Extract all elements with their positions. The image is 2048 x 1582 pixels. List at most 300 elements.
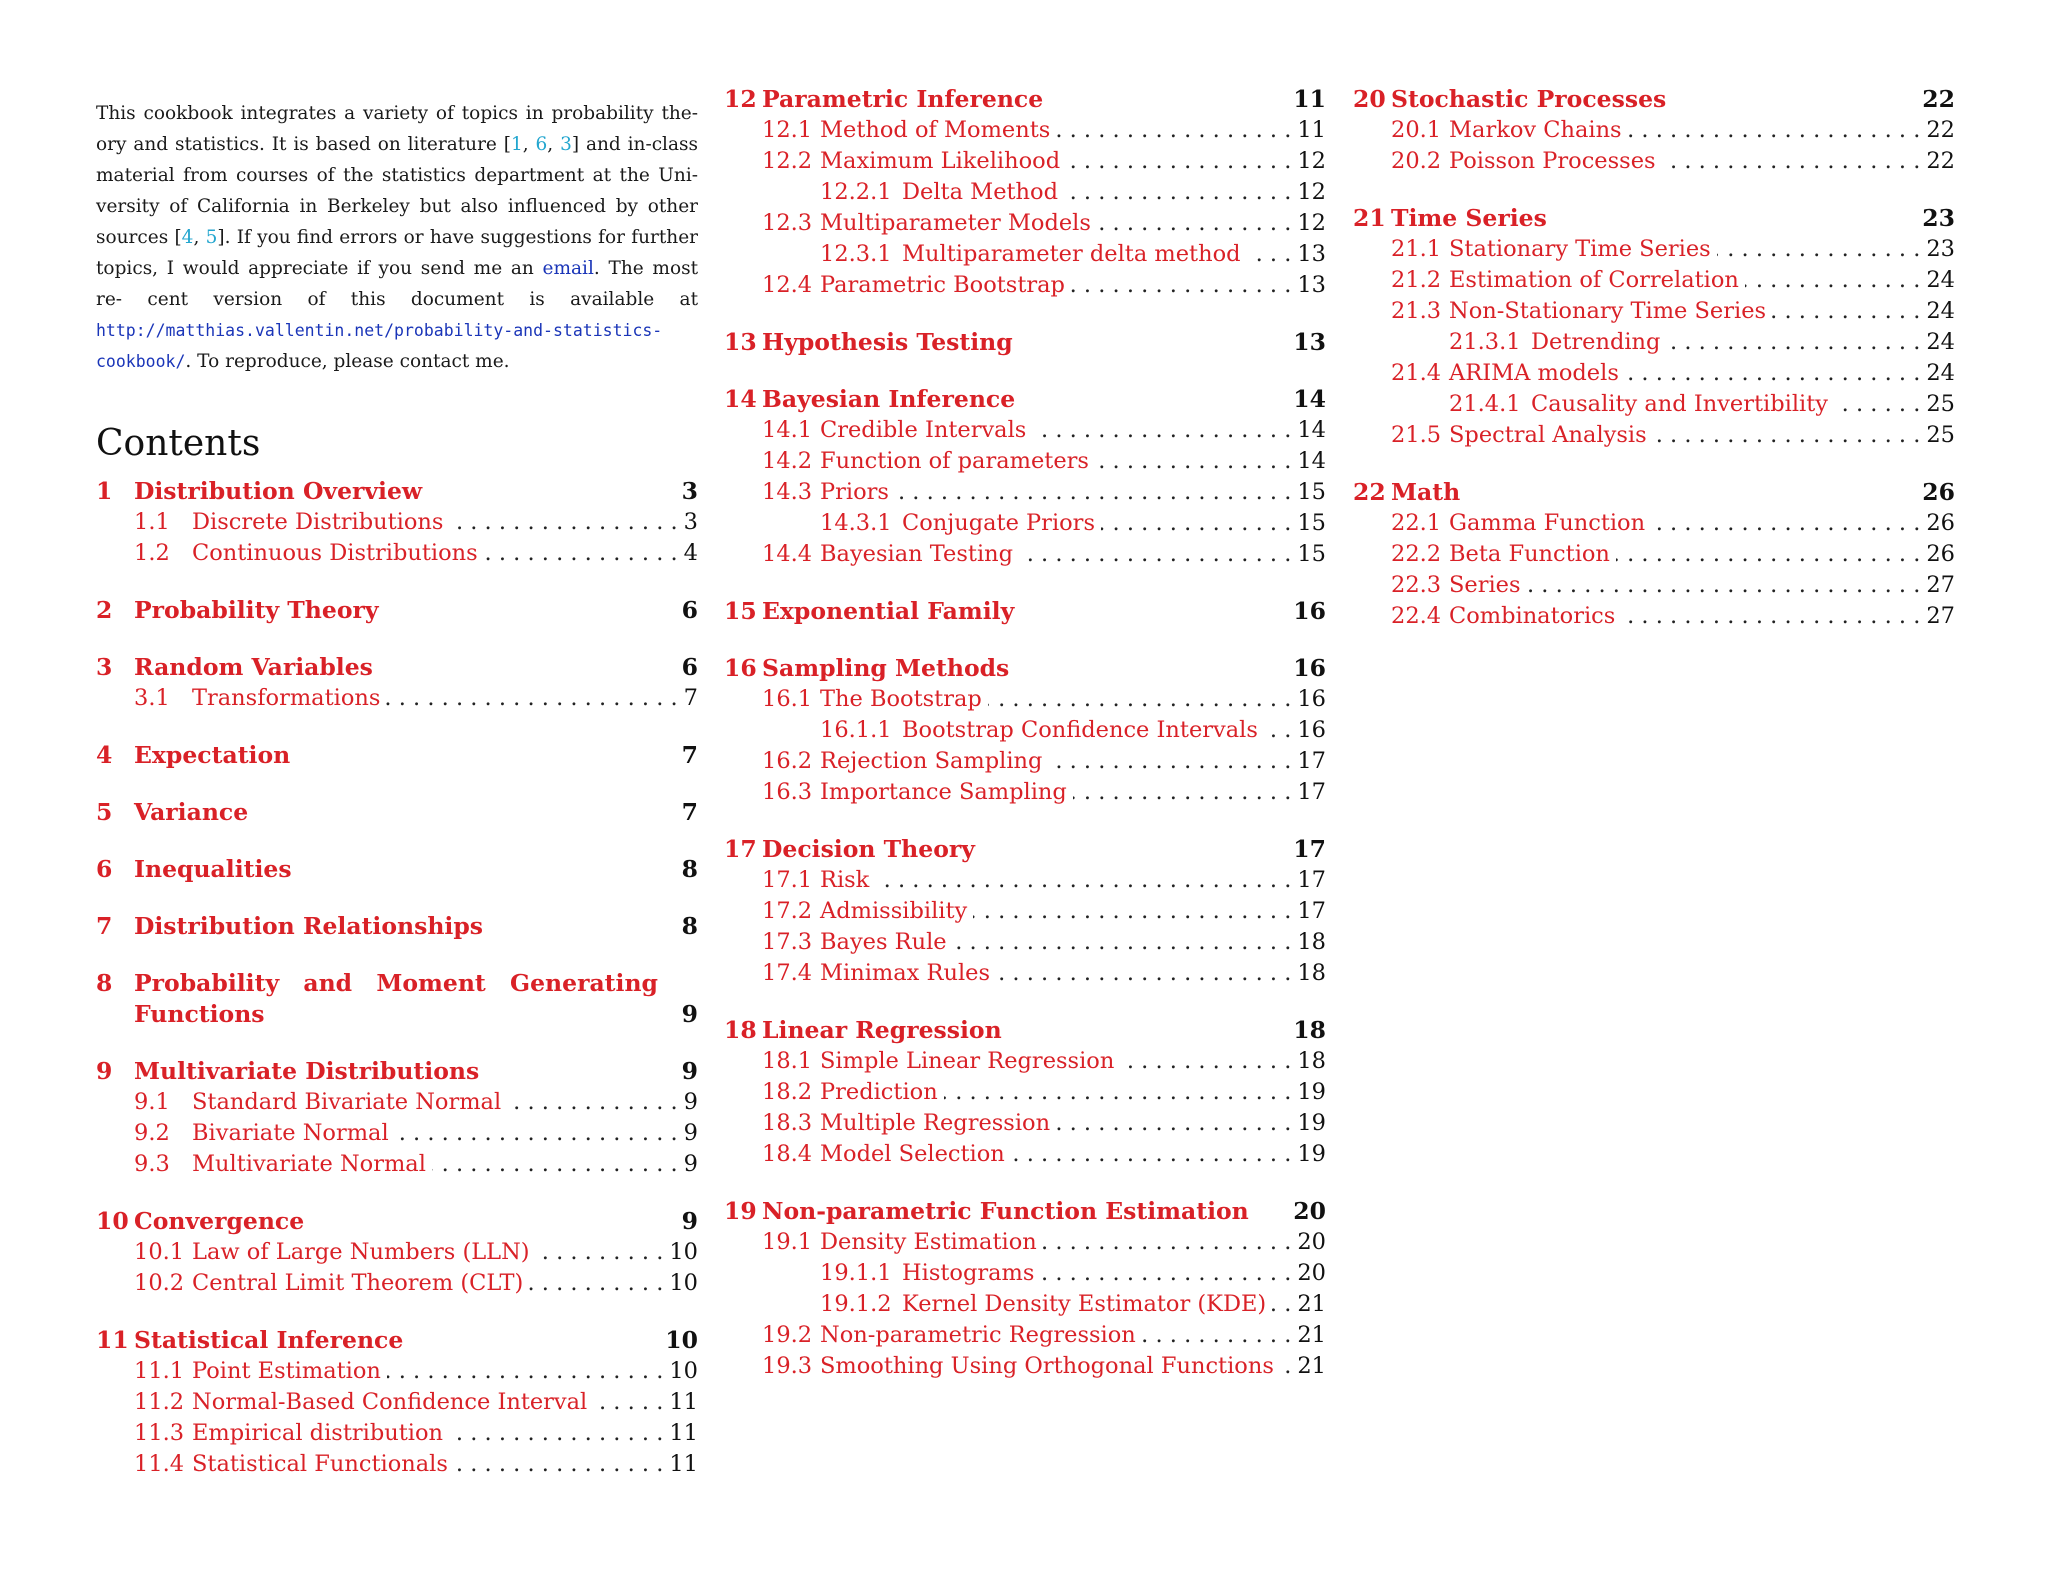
- toc-page-number[interactable]: 9: [681, 1207, 698, 1235]
- toc-section-entry[interactable]: [96, 911, 698, 942]
- toc-section-entry[interactable]: [96, 1206, 698, 1237]
- toc-entry-label[interactable]: Density Estimation: [820, 1229, 1037, 1255]
- citation-link[interactable]: 6: [535, 134, 548, 155]
- toc-entry-number: 12.3: [762, 210, 813, 236]
- toc-section-entry[interactable]: [1353, 203, 1955, 234]
- email-link[interactable]: email: [542, 258, 594, 279]
- toc-entry-label[interactable]: Estimation of Correlation: [1449, 267, 1739, 293]
- toc-subsection-entry[interactable]: [762, 1046, 1326, 1077]
- toc-page-number[interactable]: 15: [1297, 479, 1326, 505]
- toc-entry-label[interactable]: Kernel Density Estimator (KDE): [902, 1291, 1267, 1317]
- toc-section-entry[interactable]: [724, 384, 1326, 415]
- toc-section-entry[interactable]: [96, 476, 698, 507]
- toc-subsection-entry[interactable]: [762, 896, 1326, 927]
- toc-subsection-entry[interactable]: [1391, 420, 1955, 451]
- toc-entry-number: 14.2: [762, 448, 813, 474]
- toc-entry-label[interactable]: Markov Chains: [1449, 117, 1622, 143]
- toc-entry-label[interactable]: Prediction: [820, 1079, 938, 1105]
- toc-page-number[interactable]: 16: [1293, 597, 1326, 625]
- toc-leader-dots: [973, 896, 1291, 927]
- toc-page-number[interactable]: 22: [1922, 85, 1955, 113]
- toc-entry-label[interactable]: Random Variables: [134, 653, 373, 681]
- toc-page-number[interactable]: 9: [683, 1120, 698, 1146]
- toc-page-number[interactable]: 6: [681, 596, 698, 624]
- toc-entry-label[interactable]: Statistical Functionals: [192, 1451, 448, 1477]
- toc-leader-dots: [1527, 570, 1921, 601]
- toc-entry-label[interactable]: Detrending: [1531, 329, 1661, 355]
- toc-leader-dots: [1717, 234, 1921, 265]
- toc-entry-label[interactable]: Simple Linear Regression: [820, 1048, 1115, 1074]
- toc-leader-dots: [387, 1356, 663, 1387]
- toc-page-number[interactable]: 20: [1297, 1260, 1326, 1286]
- toc-entry-number: 14.3: [762, 479, 813, 505]
- toc-entry-label[interactable]: Time Series: [1391, 204, 1547, 232]
- toc-leader-dots: [484, 538, 678, 569]
- toc-entry-label[interactable]: Importance Sampling: [820, 779, 1067, 805]
- toc-entry-label[interactable]: Parametric Bootstrap: [820, 272, 1065, 298]
- toc-entry-label[interactable]: Bayesian Inference: [762, 385, 1016, 413]
- toc-page-number[interactable]: 11: [669, 1451, 698, 1477]
- toc-entry-label[interactable]: Discrete Distributions: [192, 509, 444, 535]
- toc-subsection-entry[interactable]: [762, 446, 1326, 477]
- toc-entry-number: 16.1.1: [820, 717, 892, 743]
- toc-subsubsection-entry[interactable]: [820, 1258, 1326, 1289]
- toc-entry-label[interactable]: Parametric Inference: [762, 85, 1044, 113]
- toc-page-number[interactable]: 17: [1297, 867, 1326, 893]
- toc-leader-dots: [454, 1449, 663, 1480]
- toc-subsection-entry[interactable]: [762, 1320, 1326, 1351]
- toc-entry-number: 16.1: [762, 686, 813, 712]
- toc-entry-label[interactable]: Multiparameter Models: [820, 210, 1091, 236]
- toc-entry-label[interactable]: Non-Stationary Time Series: [1449, 298, 1767, 324]
- toc-entry-label[interactable]: Law of Large Numbers (LLN): [192, 1239, 530, 1265]
- toc-page-number[interactable]: 15: [1297, 541, 1326, 567]
- toc-page-number[interactable]: 22: [1926, 117, 1955, 143]
- toc-page-number[interactable]: 27: [1926, 572, 1955, 598]
- toc-page-number[interactable]: 17: [1297, 748, 1326, 774]
- intro-text: versity of California in Berkeley but also influenced by other: [96, 196, 698, 217]
- toc-entry-number: 11.2: [134, 1389, 185, 1415]
- toc-entry-label[interactable]: Model Selection: [820, 1141, 1005, 1167]
- toc-page-number[interactable]: 19: [1297, 1141, 1326, 1167]
- toc-subsection-entry[interactable]: [762, 1077, 1326, 1108]
- toc-page-number[interactable]: 24: [1926, 360, 1955, 386]
- toc-leader-dots: [1264, 715, 1291, 746]
- toc-section-entry[interactable]: [96, 1056, 698, 1087]
- toc-subsection-entry[interactable]: [1391, 539, 1955, 570]
- toc-entry-label[interactable]: Normal-Based Confidence Interval: [192, 1389, 588, 1415]
- toc-subsection-entry[interactable]: [134, 1149, 698, 1180]
- toc-page-number[interactable]: 26: [1926, 510, 1955, 536]
- toc-subsection-entry[interactable]: [1391, 508, 1955, 539]
- toc-leader-dots: [1616, 539, 1920, 570]
- toc-entry-word[interactable]: Probability: [134, 969, 280, 997]
- toc-entry-label[interactable]: Gamma Function: [1449, 510, 1646, 536]
- toc-entry-label[interactable]: Admissibility: [820, 898, 968, 924]
- toc-page-number[interactable]: 20: [1293, 1197, 1326, 1225]
- toc-entry-number: 10: [96, 1207, 129, 1235]
- toc-subsection-entry[interactable]: [762, 777, 1326, 808]
- toc-section-entry[interactable]: [96, 595, 698, 626]
- toc-entry-label[interactable]: Sampling Methods: [762, 654, 1010, 682]
- toc-entry-label[interactable]: Poisson Processes: [1449, 148, 1656, 174]
- toc-entry-number: 4: [96, 741, 113, 769]
- toc-leader-dots: [1628, 115, 1921, 146]
- toc-subsection-entry[interactable]: [1391, 570, 1955, 601]
- toc-subsection-entry[interactable]: [134, 507, 698, 538]
- toc-page-number[interactable]: 23: [1926, 236, 1955, 262]
- toc-subsection-entry[interactable]: [762, 270, 1326, 301]
- toc-entry-number: 7: [96, 912, 113, 940]
- toc-page-number[interactable]: 19: [1297, 1110, 1326, 1136]
- toc-page-number[interactable]: 11: [669, 1420, 698, 1446]
- toc-entry-label[interactable]: Point Estimation: [192, 1358, 381, 1384]
- toc-page-number[interactable]: 23: [1922, 204, 1955, 232]
- toc-entry-number: 22.1: [1391, 510, 1442, 536]
- toc-entry-number: 20: [1353, 85, 1386, 113]
- toc-entry-number: 21: [1353, 204, 1386, 232]
- toc-page-number[interactable]: 8: [681, 855, 698, 883]
- toc-section-entry[interactable]: [724, 84, 1326, 115]
- toc-subsection-entry[interactable]: [762, 415, 1326, 446]
- toc-page-number[interactable]: 12: [1297, 148, 1326, 174]
- toc-page-number[interactable]: 16: [1297, 686, 1326, 712]
- toc-page-number[interactable]: 13: [1297, 272, 1326, 298]
- toc-entry-label[interactable]: Function of parameters: [820, 448, 1089, 474]
- toc-entry-label[interactable]: Priors: [820, 479, 889, 505]
- toc-entry-number: 11.3: [134, 1420, 185, 1446]
- toc-section-entry[interactable]: [724, 596, 1326, 627]
- toc-page-number[interactable]: 9: [683, 1089, 698, 1115]
- toc-subsection-entry[interactable]: [134, 1118, 698, 1149]
- toc-subsubsection-entry[interactable]: [820, 239, 1326, 270]
- toc-entry-number: 22.4: [1391, 603, 1442, 629]
- toc-subsection-entry[interactable]: [762, 927, 1326, 958]
- toc-entry-label[interactable]: Standard Bivariate Normal: [192, 1089, 502, 1115]
- toc-subsection-entry[interactable]: [1391, 601, 1955, 632]
- citation-link[interactable]: 1: [510, 134, 523, 155]
- toc-entry-word[interactable]: Generating: [510, 969, 658, 997]
- toc-entry-label[interactable]: Central Limit Theorem (CLT): [192, 1270, 524, 1296]
- toc-leader-dots: [1043, 1227, 1292, 1258]
- toc-page-number[interactable]: 3: [681, 477, 698, 505]
- toc-page-number[interactable]: 24: [1926, 298, 1955, 324]
- toc-page-number[interactable]: 4: [683, 540, 698, 566]
- toc-page-number[interactable]: 10: [669, 1270, 698, 1296]
- toc-leader-dots: [1032, 415, 1291, 446]
- toc-page-number[interactable]: 9: [681, 1000, 698, 1028]
- toc-subsection-entry[interactable]: [762, 1227, 1326, 1258]
- toc-entry-label[interactable]: Risk: [820, 867, 870, 893]
- toc-page-number[interactable]: 17: [1297, 779, 1326, 805]
- toc-column-2: [724, 84, 1326, 1382]
- toc-entry-label[interactable]: Distribution Overview: [134, 477, 423, 505]
- toc-subsection-entry[interactable]: [134, 1356, 698, 1387]
- toc-entry-label-continued[interactable]: Functions: [134, 1000, 265, 1028]
- toc-entry-label[interactable]: Maximum Likelihood: [820, 148, 1061, 174]
- toc-entry-number: 3: [96, 653, 113, 681]
- toc-entry-label[interactable]: Hypothesis Testing: [762, 328, 1013, 356]
- toc-entry-label[interactable]: Continuous Distributions: [192, 540, 478, 566]
- toc-page-number[interactable]: 26: [1926, 541, 1955, 567]
- toc-page-number[interactable]: 7: [681, 798, 698, 826]
- toc-subsection-entry[interactable]: [762, 746, 1326, 777]
- toc-entry-label[interactable]: Bayes Rule: [820, 929, 947, 955]
- toc-subsection-entry[interactable]: [1391, 146, 1955, 177]
- toc-subsection-entry[interactable]: [134, 538, 698, 569]
- toc-entry-number: 21.4: [1391, 360, 1442, 386]
- toc-entry-label[interactable]: Beta Function: [1449, 541, 1610, 567]
- url-part[interactable]: http://matthias.: [96, 321, 255, 340]
- toc-entry-label[interactable]: Series: [1449, 572, 1521, 598]
- toc-entry-number: 18.2: [762, 1079, 813, 1105]
- toc-entry-label[interactable]: Conjugate Priors: [902, 510, 1095, 536]
- toc-section-entry[interactable]: [1353, 84, 1955, 115]
- toc-leader-dots: [432, 1149, 678, 1180]
- toc-entry-number: 10.1: [134, 1239, 185, 1265]
- toc-entry-label[interactable]: Probability Theory: [134, 596, 379, 624]
- toc-page-number[interactable]: 7: [683, 685, 698, 711]
- toc-page-number[interactable]: 22: [1926, 148, 1955, 174]
- toc-entry-label[interactable]: Non-parametric Regression: [820, 1322, 1136, 1348]
- toc-page-number[interactable]: 20: [1297, 1229, 1326, 1255]
- toc-page-number[interactable]: 8: [681, 912, 698, 940]
- toc-entry-label[interactable]: Decision Theory: [762, 835, 975, 863]
- toc-page-number[interactable]: 11: [1297, 117, 1326, 143]
- url-part[interactable]: vallentin.net/probability-and-statistics-cookbook/: [96, 321, 663, 371]
- toc-leader-dots: [1048, 746, 1291, 777]
- toc-section-entry[interactable]: [96, 968, 698, 1030]
- toc-entry-number: 10.2: [134, 1270, 185, 1296]
- toc-page-number[interactable]: 9: [683, 1151, 698, 1177]
- toc-entry-number: 22: [1353, 478, 1386, 506]
- toc-leader-dots: [1019, 539, 1291, 570]
- toc-entry-label[interactable]: Convergence: [134, 1207, 305, 1235]
- toc-page-number[interactable]: 7: [681, 741, 698, 769]
- citation-link[interactable]: 5: [205, 227, 218, 248]
- toc-entry-number: 18.3: [762, 1110, 813, 1136]
- toc-subsubsection-entry[interactable]: [820, 177, 1326, 208]
- toc-leader-dots: [1095, 446, 1291, 477]
- citation-link[interactable]: 4: [181, 227, 194, 248]
- toc-page-number[interactable]: 10: [665, 1326, 698, 1354]
- toc-section-entry[interactable]: [724, 1015, 1326, 1046]
- toc-page-number[interactable]: 25: [1926, 422, 1955, 448]
- toc-page-number[interactable]: 21: [1297, 1322, 1326, 1348]
- toc-leader-dots: [593, 1387, 663, 1418]
- toc-entry-label[interactable]: Math: [1391, 478, 1461, 506]
- toc-section-entry[interactable]: [724, 327, 1326, 358]
- toc-subsection-entry[interactable]: [762, 684, 1326, 715]
- toc-entry-label[interactable]: Bayesian Testing: [820, 541, 1014, 567]
- toc-page-number[interactable]: 11: [1293, 85, 1326, 113]
- toc-subsubsection-entry[interactable]: [1449, 327, 1955, 358]
- toc-section-entry[interactable]: [724, 834, 1326, 865]
- toc-leader-dots: [1064, 177, 1291, 208]
- toc-page-number[interactable]: 27: [1926, 603, 1955, 629]
- toc-subsection-entry[interactable]: [762, 1108, 1326, 1139]
- toc-entry-label[interactable]: Rejection Sampling: [820, 748, 1043, 774]
- toc-entry-label[interactable]: Credible Intervals: [820, 417, 1027, 443]
- toc-entry-label[interactable]: Multivariate Normal: [192, 1151, 426, 1177]
- toc-subsection-entry[interactable]: [762, 1139, 1326, 1170]
- toc-section-entry[interactable]: [96, 740, 698, 771]
- toc-leader-dots: [988, 684, 1292, 715]
- toc-entry-label[interactable]: Distribution Relationships: [134, 912, 484, 940]
- toc-page-number[interactable]: 19: [1297, 1079, 1326, 1105]
- toc-leader-dots: [953, 927, 1292, 958]
- toc-page-number[interactable]: 14: [1293, 385, 1326, 413]
- toc-subsection-entry[interactable]: [762, 477, 1326, 508]
- toc-page-number[interactable]: 13: [1293, 328, 1326, 356]
- toc-entry-label[interactable]: Variance: [134, 798, 249, 826]
- toc-entry-number: 8: [96, 969, 113, 997]
- toc-page-number[interactable]: 18: [1297, 960, 1326, 986]
- toc-page-number[interactable]: 25: [1926, 391, 1955, 417]
- toc-page-number[interactable]: 18: [1297, 929, 1326, 955]
- toc-entry-label[interactable]: Multiparameter delta method: [902, 241, 1241, 267]
- toc-section-entry[interactable]: [724, 653, 1326, 684]
- toc-entry-label[interactable]: Statistical Inference: [134, 1326, 404, 1354]
- toc-page-number[interactable]: 3: [683, 509, 698, 535]
- toc-page-number[interactable]: 14: [1297, 417, 1326, 443]
- toc-subsection-entry[interactable]: [762, 958, 1326, 989]
- toc-page-number[interactable]: 21: [1297, 1291, 1326, 1317]
- toc-page-number[interactable]: 26: [1922, 478, 1955, 506]
- toc-leader-dots: [449, 507, 677, 538]
- intro-text: cent version of this document is available at: [147, 289, 698, 310]
- toc-subsection-entry[interactable]: [762, 865, 1326, 896]
- toc-entry-label[interactable]: Delta Method: [902, 179, 1058, 205]
- toc-entry-number: 16: [724, 654, 757, 682]
- toc-entry-label[interactable]: Multivariate Distributions: [134, 1057, 480, 1085]
- toc-entry-label[interactable]: Spectral Analysis: [1449, 422, 1647, 448]
- toc-subsection-entry[interactable]: [762, 539, 1326, 570]
- toc-page-number[interactable]: 17: [1293, 835, 1326, 863]
- toc-entry-label[interactable]: Empirical distribution: [192, 1420, 443, 1446]
- intro-text: ]. If you find errors or have suggestions for further: [217, 227, 698, 248]
- toc-entry-word[interactable]: and: [303, 969, 353, 997]
- toc-entry-number: 19: [724, 1197, 757, 1225]
- toc-entry-number: 12: [724, 85, 757, 113]
- toc-subsection-entry[interactable]: [1391, 296, 1955, 327]
- toc-entry-label[interactable]: Transformations: [192, 685, 381, 711]
- toc-entry-number: 16.2: [762, 748, 813, 774]
- toc-subsubsection-entry[interactable]: [1449, 389, 1955, 420]
- toc-entry-label[interactable]: Stationary Time Series: [1449, 236, 1711, 262]
- toc-page-number[interactable]: 14: [1297, 448, 1326, 474]
- toc-subsection-entry[interactable]: [762, 146, 1326, 177]
- toc-page-number[interactable]: 16: [1297, 717, 1326, 743]
- toc-subsubsection-entry[interactable]: [820, 1289, 1326, 1320]
- toc-entry-label[interactable]: Linear Regression: [762, 1016, 1002, 1044]
- toc-subsection-entry[interactable]: [134, 1418, 698, 1449]
- toc-leader-dots: [875, 865, 1291, 896]
- toc-entry-label[interactable]: Minimax Rules: [820, 960, 991, 986]
- toc-entry-label[interactable]: Multiple Regression: [820, 1110, 1051, 1136]
- toc-leader-dots: [944, 1077, 1292, 1108]
- toc-entry-number: 12.2: [762, 148, 813, 174]
- toc-section-entry[interactable]: [1353, 477, 1955, 508]
- toc-page-number[interactable]: 16: [1293, 654, 1326, 682]
- toc-page-number[interactable]: 12: [1297, 210, 1326, 236]
- toc-subsection-entry[interactable]: [762, 1351, 1326, 1382]
- toc-page-number[interactable]: 9: [681, 1057, 698, 1085]
- toc-entry-label[interactable]: Stochastic Processes: [1391, 85, 1667, 113]
- toc-entry-label[interactable]: Combinatorics: [1449, 603, 1616, 629]
- toc-subsubsection-entry[interactable]: [820, 508, 1326, 539]
- toc-subsection-entry[interactable]: [134, 1237, 698, 1268]
- toc-subsection-entry[interactable]: [762, 208, 1326, 239]
- toc-page-number[interactable]: 18: [1297, 1048, 1326, 1074]
- toc-entry-label[interactable]: [134, 968, 658, 999]
- toc-subsection-entry[interactable]: [1391, 265, 1955, 296]
- toc-page-number[interactable]: 6: [681, 653, 698, 681]
- toc-page-number[interactable]: 13: [1297, 241, 1326, 267]
- toc-entry-label[interactable]: Bivariate Normal: [192, 1120, 389, 1146]
- toc-entry-label[interactable]: Expectation: [134, 741, 291, 769]
- toc-entry-number: 20.2: [1391, 148, 1442, 174]
- toc-page-number[interactable]: 21: [1297, 1353, 1326, 1379]
- toc-subsection-entry[interactable]: [1391, 234, 1955, 265]
- toc-subsection-entry[interactable]: [1391, 115, 1955, 146]
- toc-entry-number: 11: [96, 1326, 129, 1354]
- toc-leader-dots: [1834, 389, 1920, 420]
- toc-entry-label[interactable]: Causality and Invertibility: [1531, 391, 1828, 417]
- toc-entry-number: 1: [96, 477, 113, 505]
- toc-page-number[interactable]: 24: [1926, 267, 1955, 293]
- toc-page-number[interactable]: 12: [1297, 179, 1326, 205]
- toc-entry-number: 1.1: [134, 509, 170, 535]
- toc-section-entry[interactable]: [96, 1325, 698, 1356]
- toc-entry-word[interactable]: Moment: [376, 969, 486, 997]
- toc-page-number[interactable]: 10: [669, 1239, 698, 1265]
- toc-entry-label[interactable]: Method of Moments: [820, 117, 1051, 143]
- toc-subsubsection-entry[interactable]: [820, 715, 1326, 746]
- toc-subsection-entry[interactable]: [1391, 358, 1955, 389]
- toc-page-number[interactable]: 10: [669, 1358, 698, 1384]
- intro-text: This cookbook integrates a variety of topics in probability the-: [96, 103, 698, 124]
- toc-page-number[interactable]: 18: [1293, 1016, 1326, 1044]
- toc-subsection-entry[interactable]: [762, 115, 1326, 146]
- toc-entry-label[interactable]: Exponential Family: [762, 597, 1015, 625]
- toc-subsection-entry[interactable]: [134, 683, 698, 714]
- toc-entry-label[interactable]: The Bootstrap: [820, 686, 982, 712]
- toc-entry-label[interactable]: Smoothing Using Orthogonal Functions: [820, 1353, 1274, 1379]
- toc-subsection-entry[interactable]: [134, 1087, 698, 1118]
- toc-page-number[interactable]: 24: [1926, 329, 1955, 355]
- toc-leader-dots: [536, 1237, 664, 1268]
- toc-section-entry[interactable]: [96, 652, 698, 683]
- toc-entry-label[interactable]: Histograms: [902, 1260, 1035, 1286]
- toc-page-number[interactable]: 17: [1297, 898, 1326, 924]
- citation-link[interactable]: 3: [560, 134, 572, 155]
- toc-section-entry[interactable]: [96, 854, 698, 885]
- toc-entry-label[interactable]: Bootstrap Confidence Intervals: [902, 717, 1258, 743]
- toc-entry-label[interactable]: ARIMA models: [1449, 360, 1619, 386]
- toc-entry-label[interactable]: Inequalities: [134, 855, 292, 883]
- toc-subsection-entry[interactable]: [134, 1387, 698, 1418]
- toc-subsection-entry[interactable]: [134, 1268, 698, 1299]
- toc-page-number[interactable]: 11: [669, 1389, 698, 1415]
- toc-leader-dots: [996, 958, 1291, 989]
- toc-subsection-entry[interactable]: [134, 1449, 698, 1480]
- toc-entry-label[interactable]: Non-parametric Function Estimation: [762, 1197, 1249, 1225]
- toc-leader-dots: [449, 1418, 663, 1449]
- toc-section-entry[interactable]: [724, 1196, 1326, 1227]
- toc-section-entry[interactable]: [96, 797, 698, 828]
- toc-page-number[interactable]: 15: [1297, 510, 1326, 536]
